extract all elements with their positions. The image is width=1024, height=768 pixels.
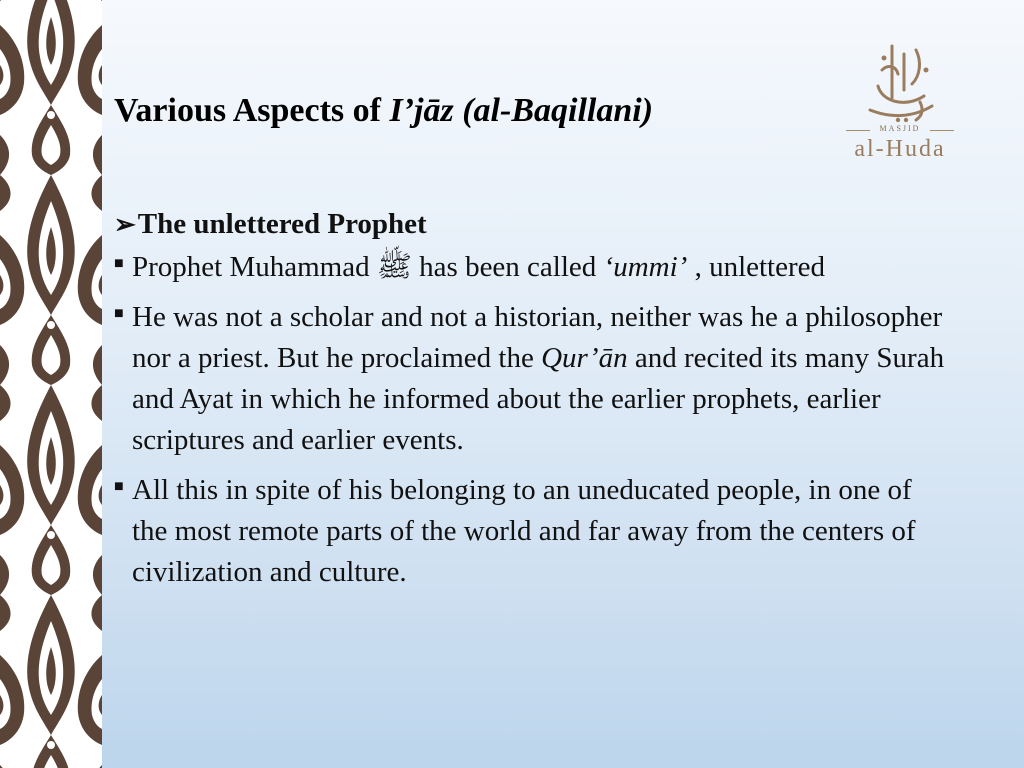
bullet-text-part: , unlettered	[687, 251, 826, 283]
bullet-item	[114, 247, 964, 288]
bullet-text: All this in spite of his belonging to an uneducated people, in one of the most remote parts of the world and far away from the centers of civilization and culture.	[132, 474, 916, 588]
slide-title-italic: I’jāz (al-Baqillani)	[389, 92, 654, 129]
arrow-bullet-icon: ➢	[114, 210, 136, 239]
logo-small-text: MASJID	[879, 124, 921, 133]
bullet-item	[114, 470, 964, 593]
slide-title	[114, 92, 854, 130]
masjid-al-huda-logo	[842, 40, 958, 160]
slide-title-main: Various Aspects of	[114, 92, 381, 129]
bullet-text	[132, 247, 952, 288]
square-bullet-icon: ■	[114, 478, 124, 495]
bullet-text-italic: ‘ummi’	[603, 251, 688, 283]
section-heading	[114, 208, 964, 241]
bullet-text-part: He was not a scholar and not a historian, neither was he a philosopher nor a priest. But he proclaimed the	[132, 301, 943, 374]
slide-content	[114, 208, 964, 602]
section-heading-text: The unlettered Prophet	[137, 208, 427, 240]
bullet-text-italic: Qur’ān	[541, 342, 628, 374]
square-bullet-icon: ■	[114, 255, 124, 272]
square-bullet-icon: ■	[114, 305, 124, 322]
bullet-item	[114, 297, 964, 461]
arabic-calligraphy-logo-icon	[862, 40, 938, 124]
bullet-text	[132, 297, 952, 461]
bullet-text-part: Prophet Muhammad ﷺ has been called	[132, 251, 604, 283]
ornamental-border	[0, 0, 102, 768]
logo-name: al-Huda	[854, 136, 946, 162]
bullet-text-part: and recited its many Surah and Ayat in which he informed about the earlier prophets, earlier scriptures and earlier events.	[132, 342, 945, 456]
